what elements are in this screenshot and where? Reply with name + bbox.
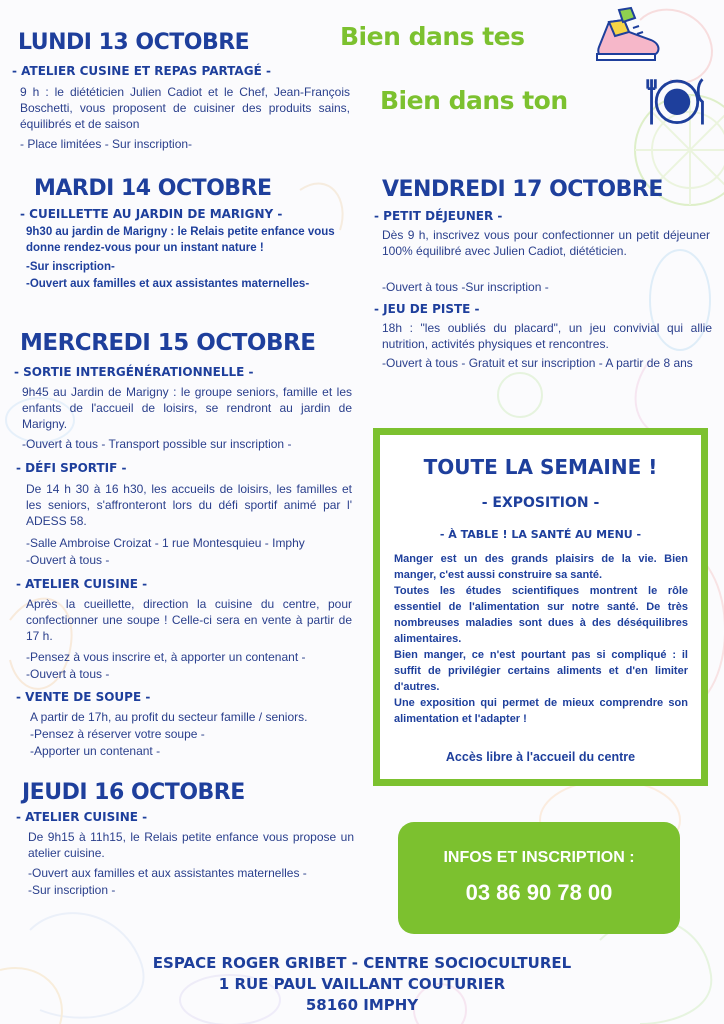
wednesday-s1-body: 9h45 au Jardin de Marigny : le groupe seniors, famille et les enfants de l'accueil de loisirs, se rendront au jardin de Marigny.	[22, 385, 352, 431]
info-label: INFOS ET INSCRIPTION :	[443, 849, 635, 866]
wednesday-s1-note: -Ouvert à tous - Transport possible sur inscription -	[22, 437, 292, 451]
thursday-note-1: -Ouvert aux familles et aux assistantes maternelles -	[28, 866, 307, 880]
monday-note: - Place limitées - Sur inscription-	[20, 137, 193, 151]
wednesday-s4-body: A partir de 17h, au profit du secteur famille / seniors.	[30, 710, 308, 724]
friday-title: VENDREDI 17 OCTOBRE	[382, 177, 663, 202]
tuesday-note-1: -Sur inscription-	[26, 261, 115, 273]
thursday-section: - ATELIER CUISINE -	[16, 810, 148, 824]
wednesday-s2-note-1: -Salle Ambroise Croizat - 1 rue Montesquieu - Imphy	[26, 536, 305, 550]
wednesday-s3-body: Après la cueillette, direction la cuisine du centre, pour confectionner une soupe ! Celle-ci sera en vente à partir de 17 h.	[26, 597, 352, 643]
wednesday-s2-title: - DÉFI SPORTIF -	[16, 461, 127, 475]
footer-line-2: 1 RUE PAUL VAILLANT COUTURIER	[218, 975, 506, 993]
wednesday-s4-title: - VENTE DE SOUPE -	[16, 690, 151, 704]
wednesday-s3-title: - ATELIER CUISINE -	[16, 577, 148, 591]
week-title: TOUTE LA SEMAINE !	[423, 455, 658, 479]
week-paragraph-4: Une exposition qui permet de mieux comprendre son alimentation et l'adapter !	[394, 697, 688, 725]
info-box	[398, 822, 680, 934]
week-access: Accès libre à l'accueil du centre	[445, 750, 636, 764]
wednesday-s4-note-2: -Apporter un contenant -	[30, 744, 161, 758]
friday-s1-body: Dès 9 h, inscrivez vous pour confectionner un petit déjeuner 100% équilibré avec Julien Cadiot, diététicien.	[382, 228, 710, 258]
thursday-note-2: -Sur inscription -	[28, 883, 116, 897]
week-subtitle: - EXPOSITION -	[481, 495, 600, 511]
header-line-2: Bien dans ton	[380, 86, 568, 115]
monday-body: 9 h : le diététicien Julien Cadiot et le Chef, Jean-François Boschetti, vous proposent de cuisiner des produits sains, équilibrés et de saison	[20, 85, 350, 131]
friday-s2-body: 18h : "les oubliés du placard", un jeu convivial qui allie nutrition, activités physiques et rencontres.	[382, 321, 712, 351]
plate-cutlery-icon	[644, 66, 710, 132]
wednesday-s3-note-2: -Ouvert à tous -	[26, 667, 110, 681]
wednesday-s2-note-2: -Ouvert à tous -	[26, 553, 110, 567]
tuesday-note-2: -Ouvert aux familles et aux assistantes maternelles-	[26, 278, 310, 290]
wednesday-title: MERCREDI 15 OCTOBRE	[20, 330, 316, 356]
wednesday-s1-title: - SORTIE INTERGÉNÉRATIONNELLE -	[14, 365, 254, 379]
wednesday-s2-body: De 14 h 30 à 16 h30, les accueils de loisirs, les familles et les seniors, s'affronteront lors du défi sportif animé par l' ADESS 58.	[26, 482, 352, 528]
friday-s1-note: -Ouvert à tous -Sur inscription -	[382, 280, 549, 294]
monday-title: LUNDI 13 OCTOBRE	[18, 30, 250, 55]
wednesday-s3-note-1: -Pensez à vous inscrire et, à apporter un contenant -	[26, 650, 306, 664]
friday-s1-title: - PETIT DÉJEUNER -	[374, 209, 503, 223]
tuesday-section: - CUEILLETTE AU JARDIN DE MARIGNY -	[20, 207, 283, 221]
thursday-title: JEUDI 16 OCTOBRE	[22, 780, 245, 805]
tuesday-title: MARDI 14 OCTOBRE	[34, 176, 272, 201]
tuesday-body: 9h30 au jardin de Marigny : le Relais petite enfance vous donne rendez-vous pour un instant nature !	[26, 226, 335, 254]
footer-line-1: ESPACE ROGER GRIBET - CENTRE SOCIOCULTUREL	[152, 954, 572, 972]
monday-section: - ATELIER CUSINE ET REPAS PARTAGÉ -	[12, 64, 271, 78]
thursday-body: De 9h15 à 11h15, le Relais petite enfance vous propose un atelier cuisine.	[28, 830, 354, 860]
info-phone[interactable]: 03 86 90 78 00	[465, 880, 613, 905]
week-theme: - À TABLE ! LA SANTÉ AU MENU -	[439, 528, 642, 541]
wednesday-s4-note-1: -Pensez à réserver votre soupe -	[30, 727, 205, 741]
week-paragraph-3: Bien manger, ce n'est pourtant pas si compliqué : il suffit de privilégier certains aliments et d'en limiter d'autres.	[394, 649, 688, 693]
footer-line-3: 58160 IMPHY	[305, 996, 419, 1014]
sneakers-icon	[588, 2, 670, 72]
week-exhibition-box	[373, 428, 708, 786]
friday-s2-title: - JEU DE PISTE -	[374, 302, 480, 316]
friday-s2-note: -Ouvert à tous - Gratuit et sur inscription - A partir de 8 ans	[382, 356, 693, 370]
week-paragraph-2: Toutes les études scientifiques montrent le rôle essentiel de l'alimentation sur notre santé. De très nombreuses maladies sont dues à des déséquilibres alimentaires.	[394, 585, 688, 645]
week-paragraph-1: Manger est un des grands plaisirs de la vie. Bien manger, c'est aussi construire sa santé.	[394, 553, 688, 581]
header-line-1: Bien dans tes	[340, 22, 525, 51]
